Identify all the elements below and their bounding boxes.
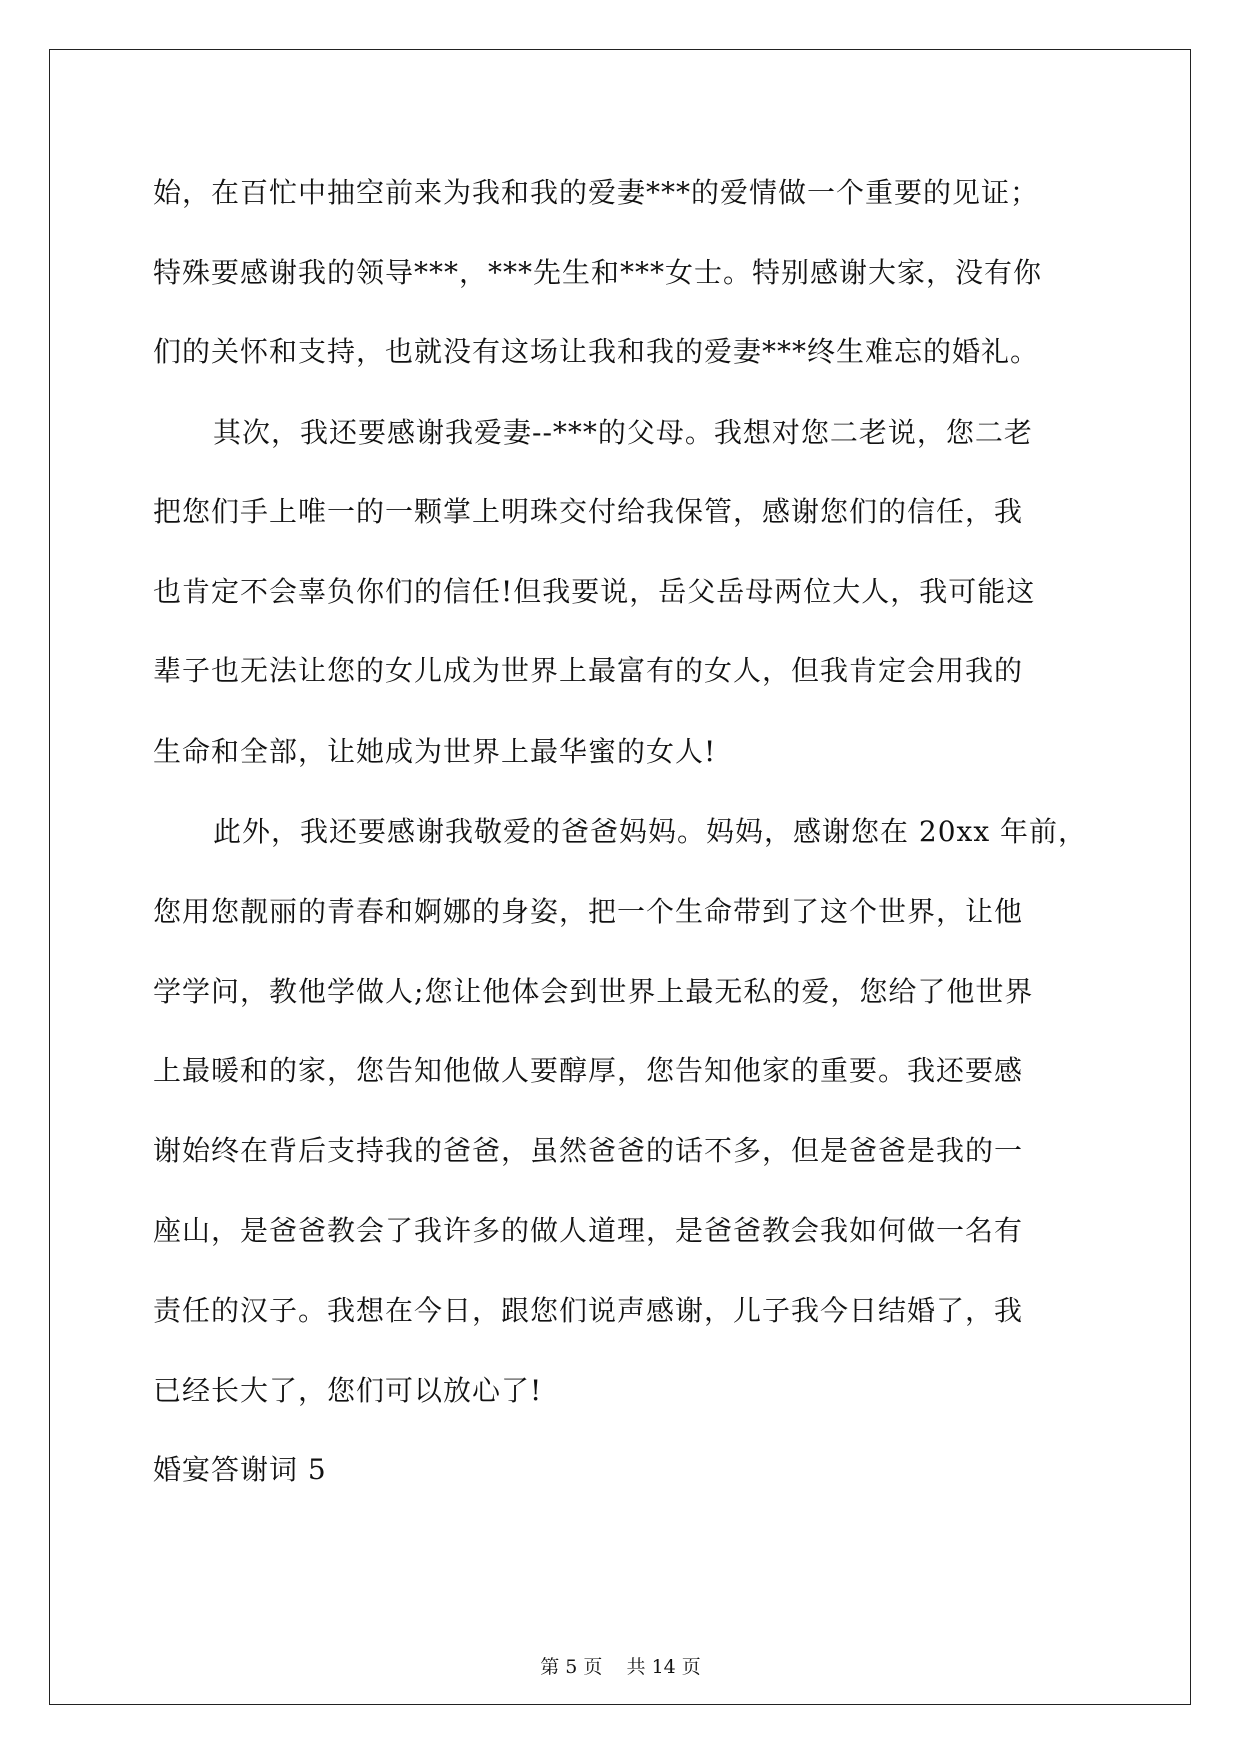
section-heading: 婚宴答谢词 5: [153, 1453, 327, 1486]
body-text-line: 谢始终在背后支持我的爸爸，虽然爸爸的话不多，但是爸爸是我的一: [153, 1134, 1024, 1167]
body-text-line: 们的关怀和支持，也就没有这场让我和我的爱妻***终生难忘的婚礼。: [153, 335, 1040, 368]
paragraph-first-line: 此外，我还要感谢我敬爱的爸爸妈妈。妈妈，感谢您在 20xx 年前，: [213, 815, 1088, 848]
body-text-line: 座山，是爸爸教会了我许多的做人道理，是爸爸教会我如何做一名有: [153, 1214, 1024, 1247]
body-text-line: 学学问，教他学做人;您让他体会到世界上最无私的爱，您给了他世界: [153, 975, 1034, 1008]
paragraph-first-line: 其次，我还要感谢我爱妻--***的父母。我想对您二老说，您二老: [213, 416, 1033, 449]
body-text-line: 您用您靓丽的青春和婀娜的身姿，把一个生命带到了这个世界，让他: [153, 895, 1024, 928]
page-number: 第 5 页: [540, 1656, 603, 1678]
body-text-line: 也肯定不会辜负你们的信任!但我要说，岳父岳母两位大人，我可能这: [153, 575, 1036, 608]
body-text-line: 已经长大了，您们可以放心了!: [153, 1374, 543, 1407]
body-text-line: 把您们手上唯一的一颗掌上明珠交付给我保管，感谢您们的信任，我: [153, 495, 1024, 528]
body-text-line: 生命和全部，让她成为世界上最华蜜的女人!: [153, 735, 717, 768]
body-text-line: 特殊要感谢我的领导***，***先生和***女士。特别感谢大家，没有你: [153, 256, 1043, 289]
body-text-line: 上最暖和的家，您告知他做人要醇厚，您告知他家的重要。我还要感: [153, 1054, 1024, 1087]
page-total: 共 14 页: [626, 1656, 701, 1678]
page-footer: [0, 1655, 1241, 1679]
body-text-line: 始，在百忙中抽空前来为我和我的爱妻***的爱情做一个重要的见证；: [153, 176, 1040, 209]
body-text-line: 责任的汉子。我想在今日，跟您们说声感谢，儿子我今日结婚了，我: [153, 1294, 1024, 1327]
body-text-line: 辈子也无法让您的女儿成为世界上最富有的女人，但我肯定会用我的: [153, 654, 1024, 687]
